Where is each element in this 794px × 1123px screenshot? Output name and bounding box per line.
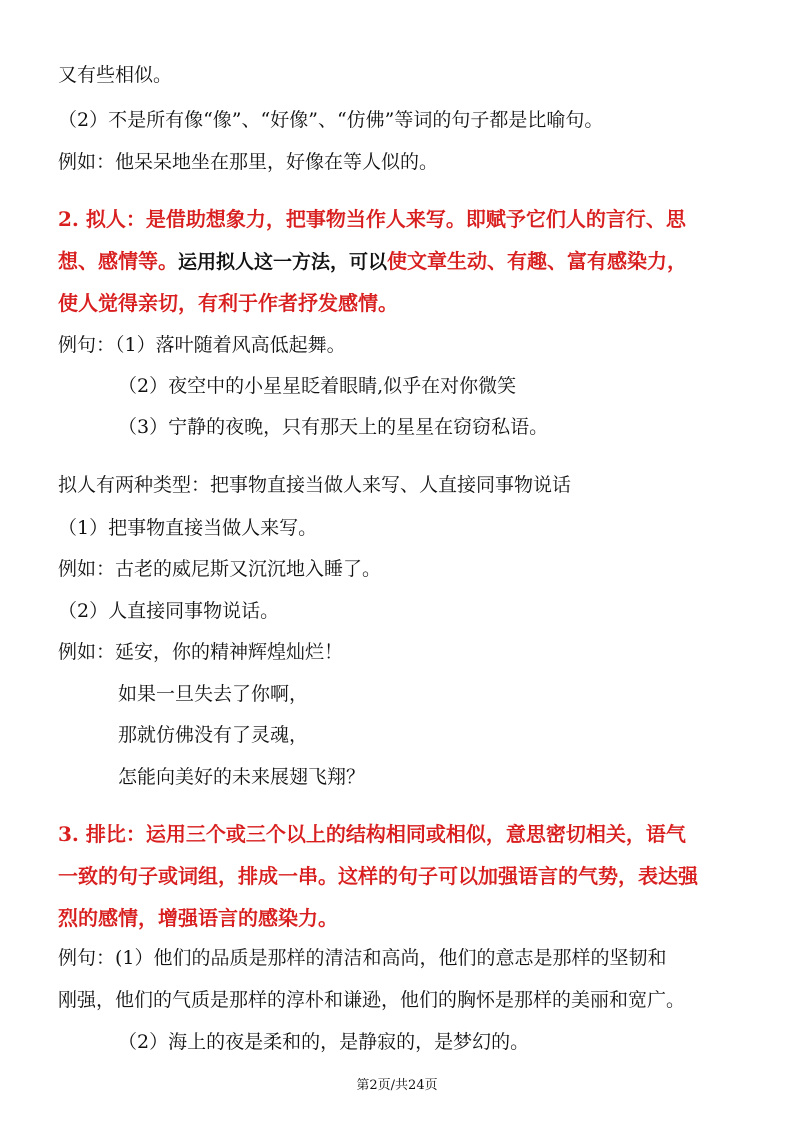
- text-line: 拟人有两种类型：把事物直接当做人来写、人直接同事物说话: [58, 474, 572, 496]
- text-line: 例如：他呆呆地坐在那里，好像在等人似的。: [58, 151, 439, 173]
- text-line: （2）人直接同事物说话。: [58, 600, 280, 622]
- text-line: 例句：（1）落叶随着风高低起舞。: [58, 334, 346, 356]
- text-line: 例如：延安，你的精神辉煌灿烂！: [58, 641, 344, 663]
- text-line: 刚强，他们的气质是那样的淳朴和谦逊，他们的胸怀是那样的美丽和宽广。: [58, 989, 686, 1011]
- text-segment: 运用拟人这一方法，可以: [178, 251, 388, 273]
- red-segment: 使文章生动、有趣、富有感染力，: [387, 249, 688, 273]
- page-number: 第2页/共24页: [356, 1078, 438, 1093]
- text-line: （2）夜空中的小星星眨着眼睛,似乎在对你微笑: [118, 375, 517, 397]
- poem-line: 怎能向美好的未来展翅飞翔？: [118, 766, 366, 788]
- text-line: 烈的感情，增强语言的感染力。: [58, 906, 338, 930]
- poem-line: 如果一旦失去了你啊，: [118, 683, 309, 705]
- text-line: （3）宁静的夜晚，只有那天上的星星在窃窃私语。: [118, 416, 549, 438]
- text-line: 使人觉得亲切，有利于作者抒发感情。: [58, 291, 398, 315]
- red-segment: 想、感情等。: [58, 249, 178, 273]
- text-line: 例如：古老的威尼斯又沉沉地入睡了。: [58, 558, 382, 580]
- heading-personification: 2. 拟人：是借助想象力，把事物当作人来写。即赋予它们人的言行、思: [58, 207, 686, 231]
- heading-parallelism: 3. 排比：运用三个或三个以上的结构相同或相似，意思密切相关，语气: [58, 822, 686, 846]
- text-line: （1）把事物直接当做人来写。: [58, 517, 318, 539]
- text-line: 又有些相似。: [58, 64, 173, 86]
- mixed-line: [58, 249, 687, 274]
- poem-line: 那就仿佛没有了灵魂，: [118, 724, 309, 746]
- text-line: 例句：(1）他们的品质是那样的清洁和高尚，他们的意志是那样的坚韧和: [58, 947, 667, 969]
- text-line: 一致的句子或词组，排成一串。这样的句子可以加强语言的气势，表达强: [58, 864, 698, 888]
- text-line: （2）不是所有像“像”、“好像”、“仿佛”等词的句子都是比喻句。: [58, 109, 604, 131]
- text-line: （2）海上的夜是柔和的，是静寂的，是梦幻的。: [118, 1031, 530, 1053]
